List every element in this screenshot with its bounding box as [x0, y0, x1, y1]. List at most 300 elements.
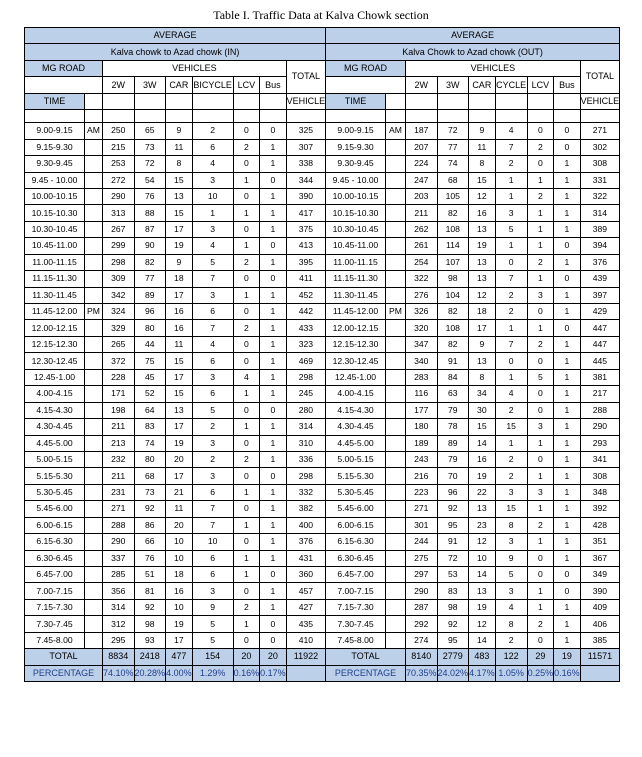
value-cell: 1	[554, 369, 581, 385]
time-cell: 5.15-5.30	[25, 468, 85, 484]
table-row	[25, 567, 326, 583]
value-cell: 15	[166, 386, 193, 402]
value-cell: 20	[166, 451, 193, 467]
value-cell: 30	[469, 402, 496, 418]
value-cell: 295	[103, 632, 135, 648]
value-cell: 17	[469, 320, 496, 336]
value-cell: 0	[554, 238, 581, 254]
value-cell: 427	[286, 599, 326, 615]
value-cell: 0	[527, 386, 554, 402]
column-header: CYCLE	[495, 77, 527, 93]
ampm-cell	[85, 139, 103, 155]
value-cell: 2	[233, 320, 260, 336]
ampm-cell	[386, 369, 406, 385]
table-row	[326, 484, 620, 500]
time-cell: 7.45-8.00	[326, 632, 386, 648]
value-cell: 18	[166, 567, 193, 583]
value-cell: 11	[166, 336, 193, 352]
value-cell: 390	[286, 188, 326, 204]
value-cell: 1	[233, 567, 260, 583]
value-cell: 447	[580, 336, 620, 352]
value-cell: 274	[406, 632, 438, 648]
time-cell: 4.00-4.15	[326, 386, 386, 402]
value-cell: 2	[527, 188, 554, 204]
value-cell: 81	[134, 583, 166, 599]
time-cell: 4.15-4.30	[326, 402, 386, 418]
table-row	[326, 123, 620, 139]
blank-cell	[406, 110, 438, 123]
value-cell: 2	[527, 254, 554, 270]
value-cell: 1	[527, 271, 554, 287]
blank-cell	[495, 110, 527, 123]
table-row	[326, 139, 620, 155]
ampm-cell	[386, 534, 406, 550]
value-cell: 265	[103, 336, 135, 352]
ampm-cell	[386, 583, 406, 599]
value-cell: 349	[580, 567, 620, 583]
route-title: Kalva Chowk to Azad chowk (OUT)	[326, 44, 620, 60]
column-header: 2W	[406, 77, 438, 93]
table-row	[25, 369, 326, 385]
blank-cell	[386, 110, 406, 123]
value-cell: 314	[580, 205, 620, 221]
time-cell: 5.00-5.15	[25, 451, 85, 467]
value-cell: 6	[192, 304, 233, 320]
value-cell: 1	[260, 320, 287, 336]
time-cell: 12.45-1.00	[25, 369, 85, 385]
value-cell: 410	[286, 632, 326, 648]
value-cell: 1	[260, 336, 287, 352]
ampm-cell	[85, 156, 103, 172]
time-cell: 12.45-1.00	[326, 369, 386, 385]
blank-cell	[386, 93, 406, 109]
value-cell: 4	[233, 369, 260, 385]
ampm-cell	[386, 386, 406, 402]
value-cell: 1	[260, 254, 287, 270]
time-cell: 12.30-12.45	[25, 353, 85, 369]
value-cell: 314	[286, 419, 326, 435]
value-cell: 411	[286, 271, 326, 287]
totals-row	[326, 649, 620, 665]
value-cell: 15	[495, 501, 527, 517]
value-cell: 92	[437, 501, 469, 517]
value-cell: 1	[554, 534, 581, 550]
value-cell: 1	[495, 435, 527, 451]
value-cell: 5	[527, 369, 554, 385]
time-cell: 5.15-5.30	[326, 468, 386, 484]
value-cell: 171	[103, 386, 135, 402]
time-cell: 9.45 - 10.00	[25, 172, 85, 188]
ampm-cell	[386, 336, 406, 352]
time-cell: 12.15-12.30	[25, 336, 85, 352]
value-cell: 1	[554, 287, 581, 303]
ampm-cell	[85, 550, 103, 566]
value-cell: 302	[580, 139, 620, 155]
value-cell: 0	[527, 123, 554, 139]
value-cell: 3	[495, 205, 527, 221]
value-cell: 1	[260, 139, 287, 155]
table-row	[326, 402, 620, 418]
value-cell: 0	[527, 567, 554, 583]
table-row	[25, 599, 326, 615]
value-cell: 91	[437, 534, 469, 550]
value-cell: 88	[134, 205, 166, 221]
value-cell: 287	[406, 599, 438, 615]
value-cell: 301	[406, 517, 438, 533]
total-value: 20	[260, 649, 287, 665]
value-cell: 107	[437, 254, 469, 270]
table-row	[326, 156, 620, 172]
value-cell: 1	[527, 468, 554, 484]
value-cell: 1	[260, 517, 287, 533]
value-cell: 1	[260, 221, 287, 237]
table-row	[25, 287, 326, 303]
vehicles-header: VEHICLES	[406, 60, 581, 76]
total-value: 29	[527, 649, 554, 665]
blank-cell	[580, 110, 620, 123]
value-cell: 80	[134, 451, 166, 467]
value-cell: 9	[469, 123, 496, 139]
table-body-out	[326, 28, 620, 682]
column-header: LCV	[233, 77, 260, 93]
value-cell: 290	[406, 583, 438, 599]
value-cell: 356	[103, 583, 135, 599]
ampm-cell	[85, 484, 103, 500]
percentage-label: PERCENTAGE	[326, 665, 406, 681]
value-cell: 9	[166, 254, 193, 270]
ampm-cell	[386, 238, 406, 254]
time-cell: 11.45-12.00	[326, 304, 386, 320]
blank-cell	[233, 93, 260, 109]
time-cell: 4.00-4.15	[25, 386, 85, 402]
value-cell: 211	[103, 468, 135, 484]
value-cell: 243	[406, 451, 438, 467]
table-row	[25, 238, 326, 254]
value-cell: 0	[260, 616, 287, 632]
percentage-value: 0.17%	[260, 665, 287, 681]
value-cell: 198	[103, 402, 135, 418]
value-cell: 376	[286, 534, 326, 550]
table-row	[25, 254, 326, 270]
route-title: Kalva chowk to Azad chowk (IN)	[25, 44, 326, 60]
time-cell: 11.00-11.15	[326, 254, 386, 270]
blank-cell	[495, 93, 527, 109]
value-cell: 53	[437, 567, 469, 583]
table-row	[25, 336, 326, 352]
blank-cell	[469, 110, 496, 123]
value-cell: 1	[554, 353, 581, 369]
value-cell: 5	[192, 254, 233, 270]
value-cell: 381	[580, 369, 620, 385]
total-value: 19	[554, 649, 581, 665]
value-cell: 0	[233, 402, 260, 418]
value-cell: 14	[469, 632, 496, 648]
value-cell: 17	[166, 632, 193, 648]
value-cell: 189	[406, 435, 438, 451]
value-cell: 7	[192, 517, 233, 533]
table-row	[25, 123, 326, 139]
ampm-cell	[85, 451, 103, 467]
value-cell: 20	[166, 517, 193, 533]
value-cell: 16	[166, 320, 193, 336]
table-row	[25, 534, 326, 550]
value-cell: 0	[233, 271, 260, 287]
value-cell: 1	[527, 172, 554, 188]
time-cell: 9.30-9.45	[326, 156, 386, 172]
ampm-cell	[85, 221, 103, 237]
time-cell: 11.45-12.00	[25, 304, 85, 320]
column-header: 3W	[437, 77, 469, 93]
blank-cell	[192, 110, 233, 123]
blank-cell	[554, 93, 581, 109]
value-cell: 0	[527, 353, 554, 369]
value-cell: 10	[166, 534, 193, 550]
value-cell: 4	[192, 156, 233, 172]
value-cell: 7	[495, 271, 527, 287]
value-cell: 0	[527, 304, 554, 320]
value-cell: 1	[554, 616, 581, 632]
value-cell: 1	[527, 205, 554, 221]
ampm-cell: AM	[85, 123, 103, 139]
spacer-row	[326, 110, 620, 123]
value-cell: 8	[495, 517, 527, 533]
value-cell: 310	[286, 435, 326, 451]
total-value: 2418	[134, 649, 166, 665]
value-cell: 307	[286, 139, 326, 155]
value-cell: 1	[495, 188, 527, 204]
table-row	[326, 616, 620, 632]
percentage-label: PERCENTAGE	[25, 665, 103, 681]
value-cell: 17	[166, 287, 193, 303]
value-cell: 2	[495, 632, 527, 648]
ampm-cell	[85, 402, 103, 418]
value-cell: 290	[103, 188, 135, 204]
value-cell: 203	[406, 188, 438, 204]
time-cell: 10.30-10.45	[326, 221, 386, 237]
value-cell: 13	[469, 254, 496, 270]
value-cell: 66	[134, 534, 166, 550]
ampm-cell	[386, 402, 406, 418]
value-cell: 288	[580, 402, 620, 418]
value-cell: 82	[437, 205, 469, 221]
time-cell: 9.15-9.30	[326, 139, 386, 155]
table-row	[326, 451, 620, 467]
value-cell: 1	[260, 451, 287, 467]
value-cell: 0	[554, 271, 581, 287]
ampm-cell	[386, 254, 406, 270]
ampm-cell	[386, 484, 406, 500]
total-value: 122	[495, 649, 527, 665]
value-cell: 375	[286, 221, 326, 237]
value-cell: 3	[527, 419, 554, 435]
header-row-average	[326, 28, 620, 44]
table-row	[326, 238, 620, 254]
value-cell: 228	[103, 369, 135, 385]
value-cell: 92	[134, 501, 166, 517]
time-cell: 7.30-7.45	[25, 616, 85, 632]
table-row	[326, 320, 620, 336]
total-value: 483	[469, 649, 496, 665]
percentage-value: 70.35%	[406, 665, 438, 681]
value-cell: 15	[166, 353, 193, 369]
table-row	[25, 386, 326, 402]
value-cell: 1	[260, 205, 287, 221]
value-cell: 77	[437, 139, 469, 155]
value-cell: 78	[437, 419, 469, 435]
mg-road-header: MG ROAD	[25, 60, 103, 76]
table-row	[326, 419, 620, 435]
column-header: BICYCLE	[192, 77, 233, 93]
value-cell: 1	[554, 254, 581, 270]
percentage-value: 1.05%	[495, 665, 527, 681]
table-row	[326, 435, 620, 451]
value-cell: 213	[103, 435, 135, 451]
ampm-cell	[386, 435, 406, 451]
value-cell: 1	[495, 238, 527, 254]
value-cell: 224	[406, 156, 438, 172]
average-header: AVERAGE	[25, 28, 326, 44]
time-cell: 4.45-5.00	[25, 435, 85, 451]
time-cell: 9.00-9.15	[326, 123, 386, 139]
value-cell: 0	[260, 123, 287, 139]
totals-row	[25, 649, 326, 665]
value-cell: 10	[166, 599, 193, 615]
value-cell: 1	[554, 468, 581, 484]
value-cell: 389	[580, 221, 620, 237]
column-header: Bus	[260, 77, 287, 93]
value-cell: 15	[166, 172, 193, 188]
value-cell: 74	[437, 156, 469, 172]
column-header: LCV	[527, 77, 554, 93]
ampm-cell	[85, 336, 103, 352]
value-cell: 0	[554, 583, 581, 599]
time-cell: 6.30-6.45	[326, 550, 386, 566]
value-cell: 6	[192, 567, 233, 583]
time-cell: 12.00-12.15	[326, 320, 386, 336]
table-row	[326, 567, 620, 583]
value-cell: 18	[166, 271, 193, 287]
value-cell: 19	[469, 599, 496, 615]
value-cell: 0	[527, 550, 554, 566]
value-cell: 271	[103, 501, 135, 517]
value-cell: 3	[192, 369, 233, 385]
time-cell: 11.15-11.30	[25, 271, 85, 287]
value-cell: 1	[554, 517, 581, 533]
value-cell: 406	[580, 616, 620, 632]
value-cell: 323	[286, 336, 326, 352]
value-cell: 275	[406, 550, 438, 566]
value-cell: 1	[554, 386, 581, 402]
value-cell: 211	[103, 419, 135, 435]
value-cell: 0	[527, 451, 554, 467]
value-cell: 309	[103, 271, 135, 287]
value-cell: 457	[286, 583, 326, 599]
value-cell: 18	[469, 304, 496, 320]
value-cell: 12	[469, 616, 496, 632]
value-cell: 216	[406, 468, 438, 484]
value-cell: 21	[166, 484, 193, 500]
table-row	[25, 484, 326, 500]
table-row	[25, 172, 326, 188]
value-cell: 5	[495, 567, 527, 583]
value-cell: 0	[495, 254, 527, 270]
value-cell: 0	[527, 156, 554, 172]
total-label: TOTAL	[326, 649, 406, 665]
value-cell: 433	[286, 320, 326, 336]
value-cell: 276	[406, 287, 438, 303]
total-value: 11571	[580, 649, 620, 665]
table-row	[25, 451, 326, 467]
value-cell: 19	[469, 468, 496, 484]
ampm-cell	[85, 271, 103, 287]
header-row-groups	[25, 60, 326, 76]
value-cell: 84	[437, 369, 469, 385]
value-cell: 2	[527, 139, 554, 155]
value-cell: 223	[406, 484, 438, 500]
time-cell: 4.30-4.45	[326, 419, 386, 435]
value-cell: 3	[527, 484, 554, 500]
value-cell: 2	[495, 156, 527, 172]
time-cell: 6.30-6.45	[25, 550, 85, 566]
value-cell: 7	[192, 501, 233, 517]
value-cell: 114	[437, 238, 469, 254]
ampm-cell	[386, 468, 406, 484]
ampm-cell	[386, 287, 406, 303]
value-cell: 1	[527, 501, 554, 517]
blank-cell	[554, 110, 581, 123]
value-cell: 13	[166, 402, 193, 418]
value-cell: 0	[233, 304, 260, 320]
table-row	[326, 517, 620, 533]
header-row-time	[25, 93, 326, 109]
value-cell: 63	[437, 386, 469, 402]
table-row	[25, 632, 326, 648]
value-cell: 1	[554, 402, 581, 418]
ampm-cell	[386, 550, 406, 566]
value-cell: 1	[527, 583, 554, 599]
value-cell: 5	[192, 632, 233, 648]
total-value: 8834	[103, 649, 135, 665]
value-cell: 11	[166, 139, 193, 155]
blank-cell	[580, 665, 620, 681]
value-cell: 98	[134, 616, 166, 632]
value-cell: 244	[406, 534, 438, 550]
value-cell: 2	[233, 599, 260, 615]
value-cell: 1	[554, 419, 581, 435]
value-cell: 6	[192, 550, 233, 566]
table-row	[25, 188, 326, 204]
ampm-cell	[85, 386, 103, 402]
value-cell: 280	[286, 402, 326, 418]
value-cell: 376	[580, 254, 620, 270]
time-cell: 11.30-11.45	[326, 287, 386, 303]
value-cell: 1	[260, 599, 287, 615]
ampm-cell	[386, 517, 406, 533]
time-cell: 6.15-6.30	[326, 534, 386, 550]
value-cell: 344	[286, 172, 326, 188]
ampm-cell	[85, 534, 103, 550]
value-cell: 9	[495, 550, 527, 566]
value-cell: 19	[166, 616, 193, 632]
time-cell: 12.30-12.45	[326, 353, 386, 369]
value-cell: 68	[437, 172, 469, 188]
ampm-cell	[386, 567, 406, 583]
value-cell: 82	[437, 304, 469, 320]
value-cell: 1	[260, 304, 287, 320]
value-cell: 3	[192, 221, 233, 237]
table-row	[25, 353, 326, 369]
percentage-row	[326, 665, 620, 681]
